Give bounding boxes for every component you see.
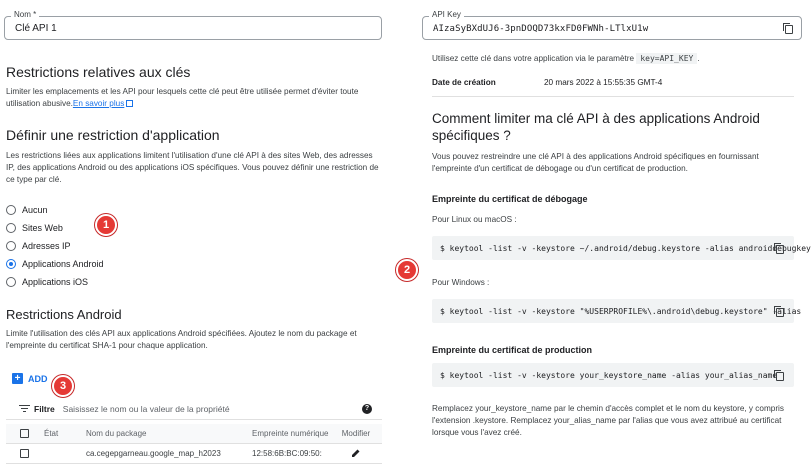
divider [432, 96, 794, 97]
col-package: Nom du package [86, 429, 147, 438]
name-label: Nom * [11, 10, 39, 19]
howto-desc: Vous pouvez restreindre une clé API à des applications Android spécifiques en fournissant l'empreinte d'un certificat de débogage ou d'un certificat de production. [432, 152, 759, 173]
howto-title: Comment limiter ma clé API à des applications Android spécifiques ? [432, 111, 760, 143]
radio-android[interactable]: Applications Android [6, 255, 104, 273]
annotation-badge-1: 1 [95, 214, 117, 236]
radio-button[interactable] [6, 205, 16, 215]
app-restriction-radios [6, 201, 104, 291]
creation-value: 20 mars 2022 à 15:55:35 GMT-4 [544, 78, 663, 87]
table-row [6, 444, 382, 464]
api-key-label: API Key [429, 10, 464, 19]
left-panel [0, 0, 400, 475]
prod-cert-title: Empreinte du certificat de production [432, 345, 593, 355]
name-input[interactable]: Clé API 1 [15, 23, 57, 34]
radio-none[interactable]: Aucun [6, 201, 104, 219]
linux-label: Pour Linux ou macOS : [432, 215, 517, 224]
radio-button-checked[interactable] [6, 259, 16, 269]
usage-param: key=API_KEY [636, 53, 697, 64]
edit-icon[interactable] [336, 448, 376, 460]
col-edit: Modifier [341, 429, 371, 438]
key-restrictions-title: Restrictions relatives aux clés [6, 64, 191, 80]
radio-ios[interactable]: Applications iOS [6, 273, 104, 291]
external-link-icon [126, 100, 133, 107]
android-apps-table [6, 424, 382, 464]
copy-icon[interactable] [785, 25, 793, 34]
radio-ip[interactable]: Adresses IP [6, 237, 104, 255]
radio-websites[interactable]: Sites Web [6, 219, 104, 237]
debug-cert-title: Empreinte du certificat de débogage [432, 194, 588, 204]
creation-date-row [432, 78, 662, 87]
app-restriction-title: Définir une restriction d'application [6, 127, 220, 143]
prod-command: $ keytool -list -v -keystore your_keystore_name -alias your_alias_name [432, 363, 794, 387]
table-header [6, 424, 382, 444]
col-fingerprint: Empreinte numérique [252, 429, 329, 438]
radio-button[interactable] [6, 241, 16, 251]
row-checkbox[interactable] [20, 449, 29, 458]
add-icon: + [12, 373, 23, 384]
annotation-badge-2: 2 [396, 259, 418, 281]
linux-command: $ keytool -list -v -keystore ~/.android/debug.keystore -alias androiddebugkey [432, 236, 794, 260]
col-state: État [44, 429, 59, 438]
windows-command: $ keytool -list -v -keystore "%USERPROFILE%\.android\debug.keystore" -alias [432, 299, 794, 323]
filter-bar[interactable] [6, 398, 382, 420]
key-restrictions-desc: Limiter les emplacements et les API pour lesquels cette clé peut être utilisée permet d'éviter toute utilisation abusive.En savoir plus [6, 87, 359, 108]
filter-input[interactable]: Saisissez le nom ou la valeur de la propriété [62, 403, 230, 414]
add-button[interactable]: + ADD [12, 373, 48, 384]
learn-more-link[interactable]: En savoir plus [72, 99, 125, 108]
copy-icon[interactable] [776, 372, 784, 381]
select-all-checkbox[interactable] [20, 429, 29, 438]
creation-label: Date de création [432, 78, 496, 87]
usage-text: Utilisez cette clé dans votre application via le paramètre key=API_KEY . [432, 54, 700, 63]
radio-button[interactable] [6, 223, 16, 233]
radio-button[interactable] [6, 277, 16, 287]
annotation-badge-3: 3 [52, 375, 74, 397]
android-restrictions-title: Restrictions Android [6, 307, 122, 322]
filter-icon [18, 403, 30, 415]
android-restrictions-desc: Limite l'utilisation des clés API aux applications Android spécifiées. Ajoutez le nom du package et l'empreinte du certificat SHA-1 pour chaque application. [6, 329, 357, 350]
help-icon[interactable]: ? [362, 404, 372, 414]
name-field[interactable] [4, 10, 382, 40]
app-restriction-desc: Les restrictions liées aux applications limitent l'utilisation d'une clé API à des sites Web, des adresses IP, des applications Android ou des applications iOS spécifiques. Vous pouvez définir une restriction de ce type par clé. [6, 151, 379, 184]
row-package: ca.cegepgarneau.google_map_h2023 [86, 449, 221, 458]
filter-label: Filtre [34, 403, 55, 414]
windows-label: Pour Windows : [432, 278, 490, 287]
row-fingerprint: 12:58:6B:BC:09:50: [252, 449, 322, 458]
right-panel [410, 0, 811, 475]
copy-icon[interactable] [776, 245, 784, 254]
api-key-field [422, 10, 802, 40]
replace-instructions: Remplacez your_keystore_name par le chemin d'accès complet et le nom du keystore, y compris l'extension .keystore. Remplacez your_alias_name par l'alias que vous avez attribué au certificat lorsque vous l'avez créé. [432, 404, 784, 437]
api-key-value: AIzaSyBXdUJ6-3pnDOQD73kxFD0FWNh-LTlxU1w [433, 24, 649, 34]
copy-icon[interactable] [776, 308, 784, 317]
